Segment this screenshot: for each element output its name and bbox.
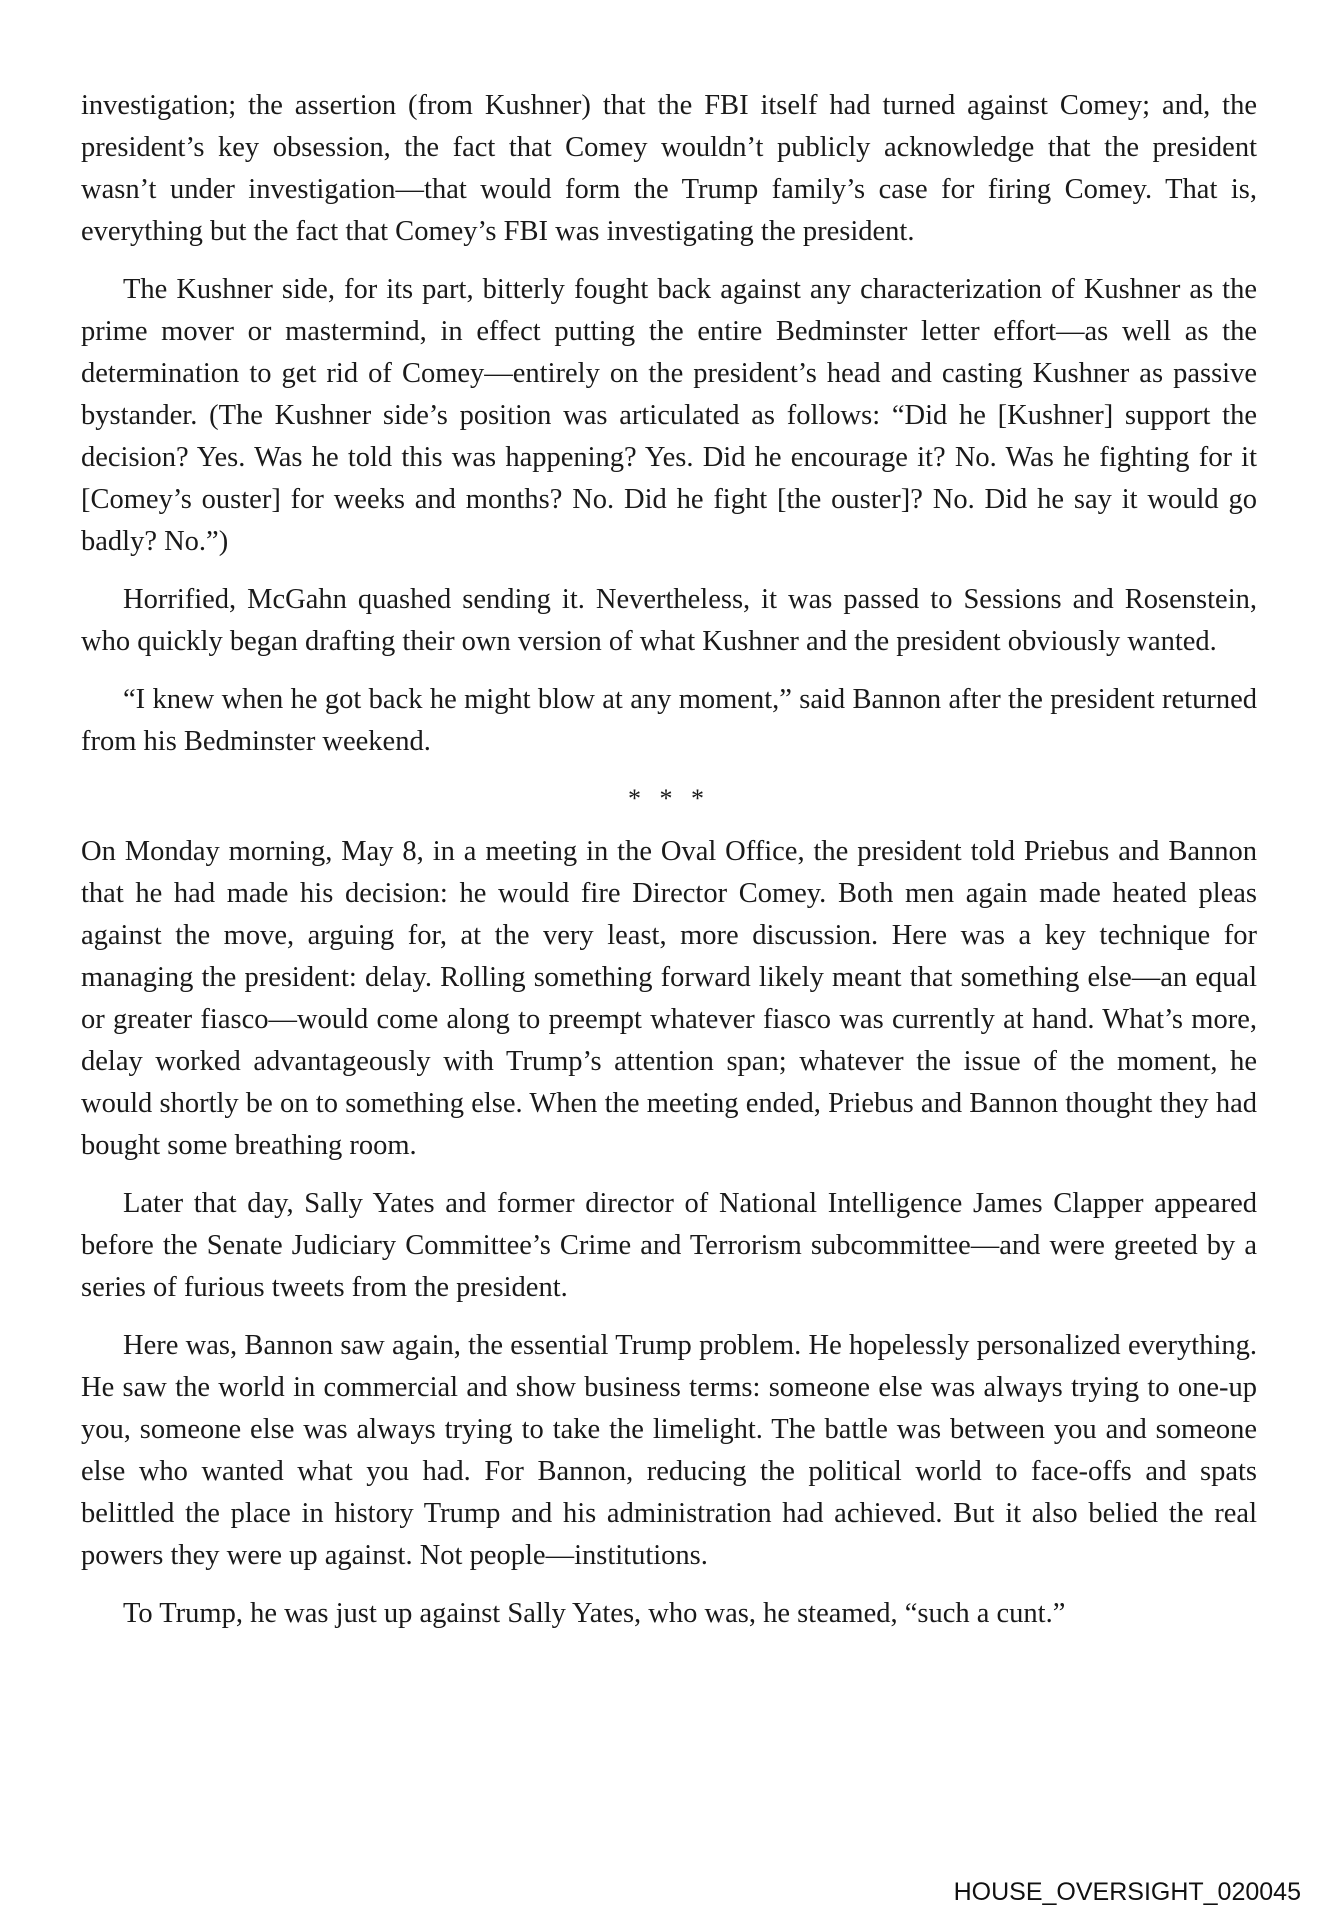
paragraph: On Monday morning, May 8, in a meeting in the Oval Office, the president told Priebus and Bannon that he had made his decision: he would fire Director Comey. Both men again made heated pleas against the move, arguing for, at the very least, more discussion. Here was a key technique for managing the president: delay. Rolling something forward likely meant that something else—an equal or greater fiasco—would come along to preempt whatever fiasco was currently at hand. What’s more, delay worked advantageously with Trump’s attention span; whatever the issue of the moment, he would shortly be on to something else. When the meeting ended, Priebus and Bannon thought they had bought some breathing room.	[81, 836, 1257, 1161]
paragraph: Here was, Bannon saw again, the essential Trump problem. He hopelessly personalized everything. He saw the world in commercial and show business terms: someone else was always trying to one-up you, someone else was always trying to take the limelight. The battle was between you and someone else who wanted what you had. For Bannon, reducing the political world to face-offs and spats belittled the place in history Trump and his administration had achieved. But it also belied the real powers they were up against. Not people—institutions.	[81, 1330, 1257, 1571]
document-body	[81, 85, 1257, 1651]
paragraph: Later that day, Sally Yates and former director of National Intelligence James Clapper appeared before the Senate Judiciary Committee’s Crime and Terrorism subcommittee—and were greeted by a series of furious tweets from the president.	[81, 1188, 1257, 1303]
bates-stamp: HOUSE_OVERSIGHT_020045	[953, 1878, 1301, 1906]
paragraph: To Trump, he was just up against Sally Yates, who was, he steamed, “such a cunt.”	[123, 1598, 1066, 1629]
paragraph: investigation; the assertion (from Kushner) that the FBI itself had turned against Comey; and, the president’s key obsession, the fact that Comey wouldn’t publicly acknowledge that the president wasn’t under investigation—that would form the Trump family’s case for firing Comey. That is, everything but the fact that Comey’s FBI was investigating the president.	[81, 90, 1257, 247]
paragraph: “I knew when he got back he might blow at any moment,” said Bannon after the president returned from his Bedminster weekend.	[81, 684, 1257, 757]
paragraph: Horrified, McGahn quashed sending it. Nevertheless, it was passed to Sessions and Rosenstein, who quickly began drafting their own version of what Kushner and the president obviously wanted.	[81, 584, 1257, 657]
paragraph: The Kushner side, for its part, bitterly fought back against any characterization of Kushner as the prime mover or mastermind, in effect putting the entire Bedminster letter effort—as well as the determination to get rid of Comey—entirely on the president’s head and casting Kushner as passive bystander. (The Kushner side’s position was articulated as follows: “Did he [Kushner] support the decision? Yes. Was he told this was happening? Yes. Did he encourage it? No. Was he fighting for it [Comey’s ouster] for weeks and months? No. Did he fight [the ouster]? No. Did he say it would go badly? No.”)	[81, 274, 1257, 557]
section-break: * * *	[628, 784, 710, 813]
